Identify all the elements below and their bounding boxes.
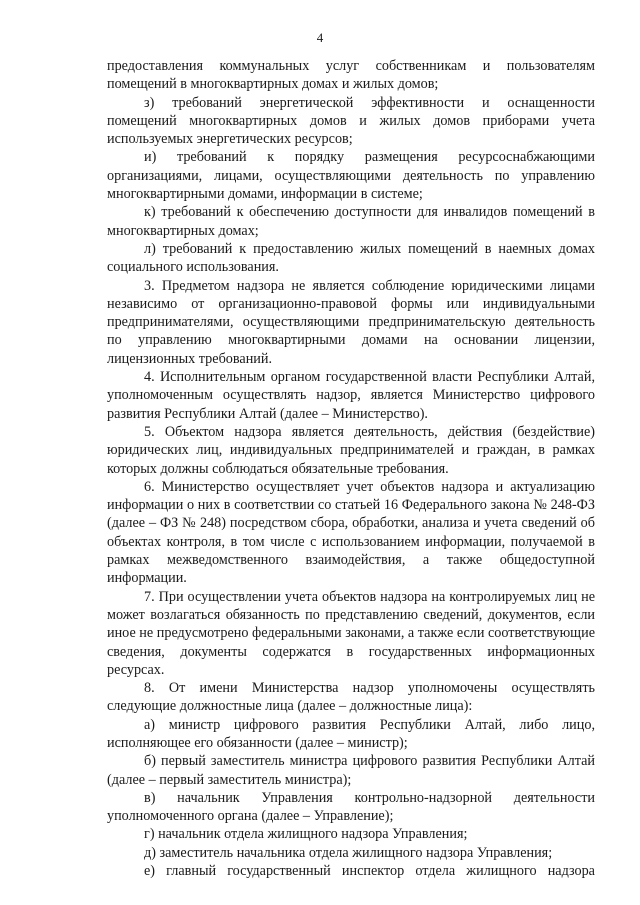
list-item-g: г) начальник отдела жилищного надзора Управления;	[144, 826, 468, 843]
paragraph-item-z: з) требований энергетической эффективности и оснащенности помещений многоквартирных домов и жилых домов приборами учета используемых энергетических ресурсов;	[107, 94, 595, 148]
page-number: 4	[316, 30, 324, 45]
paragraph-8: 8. От имени Министерства надзор уполномочены осуществлять следующие должностные лица (далее – должностные лица):	[107, 680, 595, 715]
paragraph-3: 3. Предметом надзора не является соблюдение юридическими лицами независимо от организационно-правовой формы или индивидуальными предпринимателями, осуществляющими предпринимательскую деятельность по управлению многоквартирными домами на основании лицензии, лицензионных требований.	[107, 277, 595, 367]
list-item-b: б) первый заместитель министра цифрового развития Республики Алтай (далее – первый заместитель министра);	[107, 753, 595, 788]
paragraph-item-i: и) требований к порядку размещения ресурсоснабжающими организациями, лицами, осуществляющими деятельность по управлению многоквартирными домами, информации в системе;	[107, 149, 595, 203]
paragraph-4: 4. Исполнительным органом государственной власти Республики Алтай, уполномоченным осуществлять надзор, является Министерство цифрового развития Республики Алтай (далее – Министерство).	[107, 369, 595, 422]
paragraph-7: 7. При осуществлении учета объектов надзора на контролируемых лиц не может возлагаться обязанность по представлению сведений, документов, если иное не предусмотрено федеральными законами, а также если соответствующие сведения, документы содержатся в государственных информационных ресурсах.	[107, 588, 595, 678]
document-body	[107, 57, 595, 880]
paragraph-6: 6. Министерство осуществляет учет объектов надзора и актуализацию информации о них в соответствии со статьей 16 Федерального закона № 248-ФЗ (далее – ФЗ № 248) посредством сбора, обработки, анализа и учета сведений об объектах контроля, в том числе с использованием информации, получаемой в рамках межведомственного взаимодействия, а также общедоступной информации.	[107, 478, 595, 587]
list-item-v: в) начальник Управления контрольно-надзорной деятельности уполномоченного органа (далее – Управление);	[107, 789, 595, 825]
paragraph-continuation: предоставления коммунальных услуг собственникам и пользователям помещений в многоквартирных домах и жилых домов;	[107, 58, 595, 93]
paragraph-5: 5. Объектом надзора является деятельность, действия (бездействие) юридических лиц, индивидуальных предпринимателей и граждан, в рамках которых должны соблюдаться обязательные требования.	[107, 423, 595, 477]
paragraph-item-k: к) требований к обеспечению доступности для инвалидов помещений в многоквартирных домах;	[107, 204, 595, 239]
list-item-d: д) заместитель начальника отдела жилищного надзора Управления;	[144, 844, 553, 861]
list-item-e: е) главный государственный инспектор отдела жилищного надзора	[144, 863, 595, 880]
paragraph-item-l: л) требований к предоставлению жилых помещений в наемных домах социального использования.	[107, 240, 595, 276]
list-item-a: а) министр цифрового развития Республики Алтай, либо лицо, исполняющее его обязанности (далее – министр);	[107, 716, 595, 751]
